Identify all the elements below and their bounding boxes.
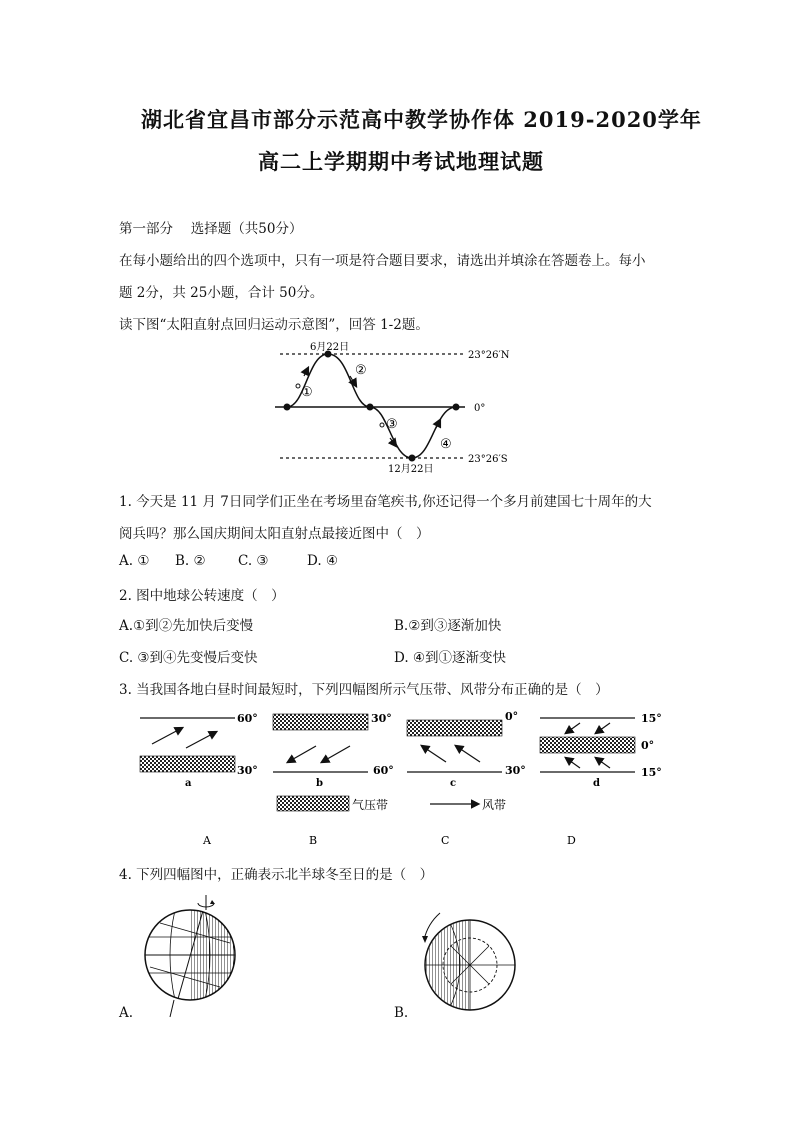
point-mar-end [453,404,460,411]
label-23s: 23°26′S [468,454,508,465]
q2-stem: 2. 图中地球公转速度（ ） [119,588,285,604]
choice-d: D [567,834,576,847]
solar-migration-figure [270,338,540,478]
title-line-2: 高二上学期期中考试地理试题 [258,149,544,174]
panel-b-wind-2 [322,746,350,762]
q4-option-a-label: A. [119,1005,134,1021]
panel-c-pressure-belt [407,720,502,736]
panel-d-label: d [593,778,600,789]
marker-1-dot [296,384,300,388]
q1-line-1: 1. 今天是 11 月 7日同学们正坐在考场里奋笔疾书,你还记得一个多月前建国七十周年的大 [119,494,652,510]
marker-4: ④ [440,437,452,452]
q1-option-d: D. ④ [307,553,339,569]
section-heading: 第一部分 选择题（共50分） [119,221,303,237]
q1-option-c: C. ③ [238,553,269,569]
q1-line-2: 阅兵吗？那么国庆期间太阳直射点最接近图中（ ） [119,526,430,542]
choice-b: B [309,834,318,847]
panel-b-top-lat: 30° [371,712,392,725]
title-line-1: 湖北省宜昌市部分示范高中教学协作体 2019-2020学年 [141,107,702,132]
panel-a [140,712,258,789]
read-prompt: 读下图“太阳直射点回归运动示意图”，回答 1-2题。 [119,317,429,333]
panel-d-wind-2 [596,723,610,733]
marker-2: ② [355,363,367,378]
curve-arrow-1 [304,368,308,376]
marker-3: ③ [386,417,398,432]
panel-b-wind-1 [288,746,316,762]
marker-1: ① [301,385,313,400]
panel-c-bottom-lat: 30° [505,764,526,777]
panel-d-bottom-lat: 15° [641,766,662,779]
panel-a-pressure-belt [140,756,235,772]
label-0: 0° [474,403,486,414]
q1-option-b: B. ② [175,553,206,569]
panel-b-bottom-lat: 60° [373,764,394,777]
q2-option-c: C. ③到④先变慢后变快 [119,650,258,666]
panel-b-pressure-belt [273,714,368,730]
legend-pressure-swatch [277,796,349,811]
panel-c-top-lat: 0° [505,710,519,723]
panel-c-label: c [450,778,457,789]
q2-option-d: D. ④到①逐渐变快 [394,650,507,666]
choice-c: C [441,834,450,847]
panel-d-wind-1 [566,723,580,733]
q3-stem: 3. 当我国各地白昼时间最短时，下列四幅图所示气压带、风带分布正确的是（ ） [119,682,609,698]
choice-a: A [203,834,211,847]
label-jun22: 6月22日 [310,342,350,353]
panel-d-wind-4 [596,758,610,768]
panel-a-wind-2 [186,732,216,748]
globe-figure-b [420,905,530,1020]
q2-option-b: B.②到③逐渐加快 [394,618,502,634]
panel-a-wind-1 [152,728,182,744]
panel-c-wind-1 [422,746,446,762]
panel-d-wind-3 [566,758,580,768]
panel-d-top-lat: 15° [641,712,662,725]
panel-d-mid-lat: 0° [641,739,655,752]
pressure-wind-figure [130,706,670,856]
legend-wind-label: 风带 [482,798,507,812]
panel-c-wind-2 [456,746,480,762]
curve-arrow-4 [436,420,440,428]
panel-a-bottom-lat: 30° [237,764,258,777]
label-dec22: 12月22日 [388,464,434,475]
point-sep [367,404,374,411]
panel-a-label: a [185,778,192,789]
panel-d [540,712,662,789]
panel-c [407,710,526,789]
panel-a-top-lat: 60° [237,712,258,725]
panel-b-label: b [316,778,323,789]
legend-pressure-label: 气压带 [352,798,389,812]
panel-d-pressure-belt [540,737,635,753]
label-23n: 23°26′N [468,350,510,361]
point-mar [284,404,291,411]
q2-option-a: A.①到②先加快后变慢 [119,618,254,634]
marker-3-dot [380,423,384,427]
q4-stem: 4. 下列四幅图中，正确表示北半球冬至日的是（ ） [119,867,434,883]
instruction-line-2: 题 2分，共 25小题，合计 50分。 [119,285,324,301]
globe-figure-a [140,895,250,1020]
point-dec [409,455,416,462]
instruction-line-1: 在每小题给出的四个选项中，只有一项是符合题目要求，请选出并填涂在答题卷上。每小 [119,253,646,269]
q4-option-b-label: B. [394,1005,409,1021]
panel-b [273,712,394,789]
q1-option-a: A. ① [119,553,150,569]
